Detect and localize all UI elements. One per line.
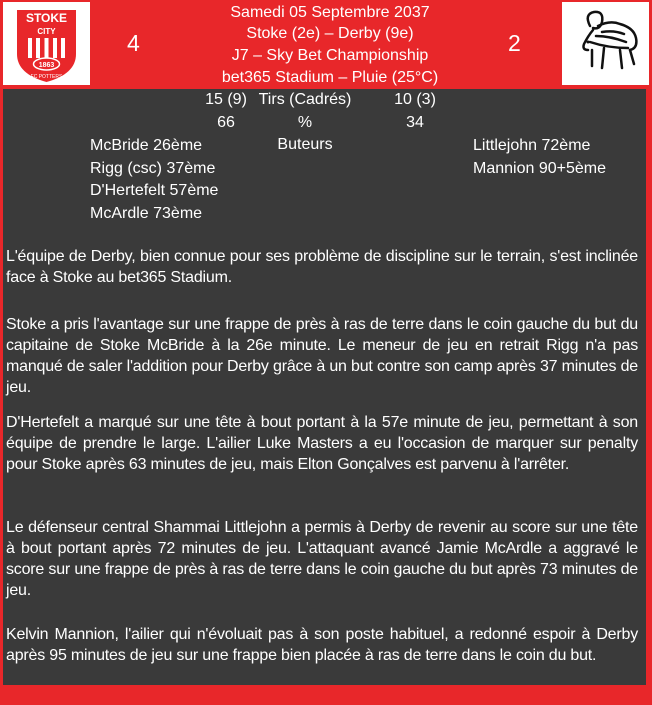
report-paragraph: D'Hertefelt a marqué sur une tête à bout portant à la 57e minute de jeu, permettant à son équipe de prendre le large. L'ailier Luke Masters a eu l'occasion de marquer sur penalty pour Stoke après 63 minutes de jeu, mais Elton Gonçalves est parvenu à l'arrêter. — [6, 414, 638, 473]
report-paragraph: Stoke a pris l'avantage sur une frappe de près à ras de terre dans le coin gauche du but du capitaine de Stoke McBride à la 26e minute. Le meneur de jeu en retrait Rigg n'a pas manqué de saler l'addition pour Derby grâce à un but contre son camp après 37 minutes de jeu. — [6, 316, 638, 396]
crest-text-stoke: STOKE — [25, 11, 68, 25]
match-venue: bet365 Stadium – Pluie (25°C) — [221, 69, 439, 86]
shots-label: Tirs (Cadrés) — [258, 91, 352, 108]
home-scorer: Rigg (csc) 37ème — [90, 160, 216, 177]
crest-year: 1863 — [38, 62, 55, 69]
away-shots: 10 (3) — [394, 91, 436, 108]
report-paragraph: L'équipe de Derby, bien connue pour ses problème de discipline sur le terrain, s'est inclinée face à Stoke au bet365 Stadium. — [6, 248, 638, 286]
stoke-city-crest — [3, 2, 90, 85]
home-scorer: McArdle 73ème — [90, 205, 203, 222]
home-shots: 15 (9) — [205, 91, 247, 108]
report-panel — [3, 89, 646, 685]
home-scorer: D'Hertefelt 57ème — [90, 182, 219, 199]
match-date: Samedi 05 Septembre 2037 — [230, 4, 430, 21]
scorers-label: Buteurs — [277, 136, 333, 153]
away-scorer: Mannion 90+5ème — [473, 160, 606, 177]
crest-text-bottom: FC POTTERS — [30, 74, 63, 80]
crest-text-city: CITY — [37, 27, 56, 36]
match-header — [0, 0, 652, 89]
derby-county-ram-logo — [562, 2, 649, 85]
away-score: 2 — [508, 30, 521, 56]
home-possession: 66 — [217, 114, 235, 131]
match-competition: J7 – Sky Bet Championship — [231, 47, 429, 64]
home-score: 4 — [127, 30, 140, 56]
away-scorer: Littlejohn 72ème — [473, 137, 591, 154]
report-paragraph: Le défenseur central Shammai Littlejohn a permis à Derby de revenir au score sur une tête à bout portant après 72 minutes de jeu. L'attaquant avancé Jamie McArdle a aggravé le score sur une frappe de près à ras de terre dans le coin gauche du but après 73 minutes de jeu. — [6, 519, 638, 599]
match-teams: Stoke (2e) – Derby (9e) — [246, 25, 414, 42]
possession-label: % — [297, 114, 313, 131]
report-paragraph: Kelvin Mannion, l'ailier qui n'évoluait pas à son poste habituel, a redonné espoir à Derby après 95 minutes de jeu sur une frappe bien placée à ras de terre dans le coin du but. — [6, 626, 638, 664]
away-possession: 34 — [406, 114, 424, 131]
home-scorer: McBride 26ème — [90, 137, 203, 154]
